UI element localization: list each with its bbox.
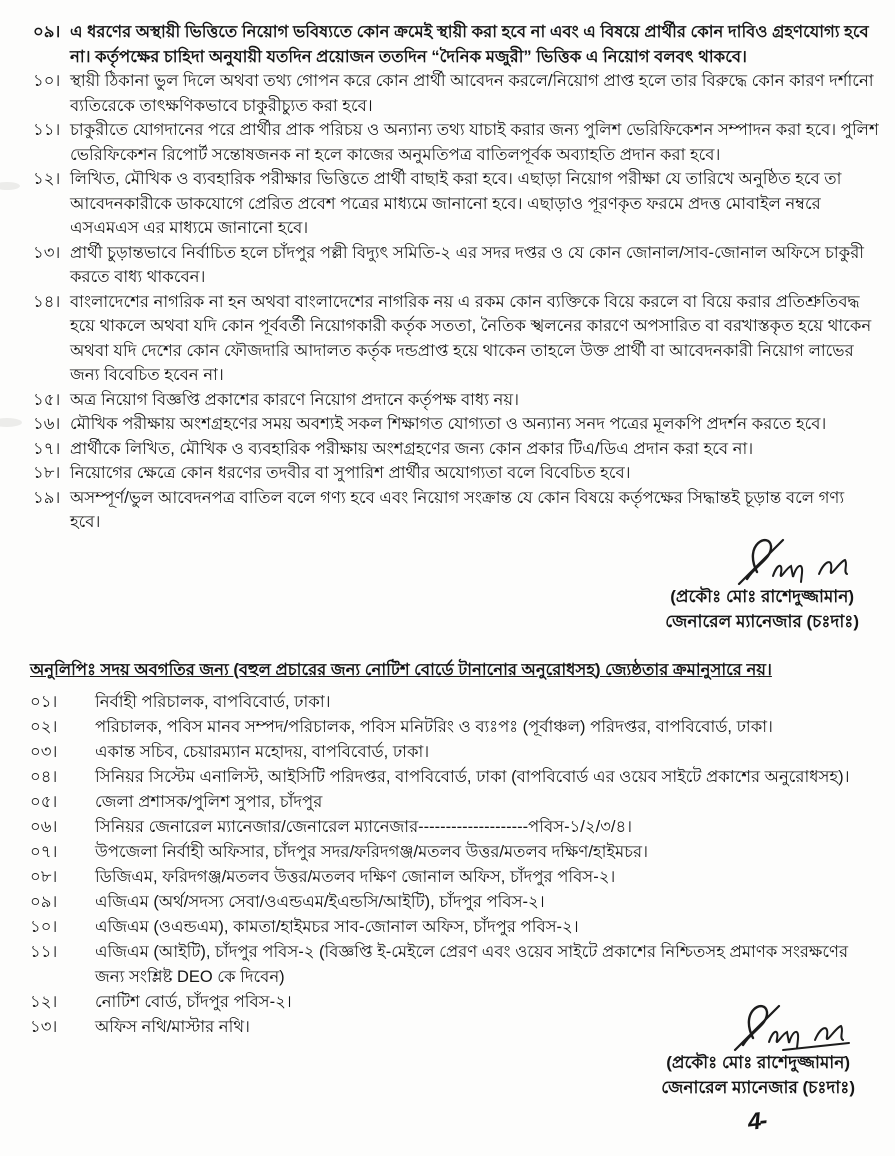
term-item-number: ১৬। [33,415,61,433]
term-item-number: ০৯। [33,23,61,41]
distribution-item-text: জেলা প্রশাসক/পুলিশ সুপার, চাঁদপুর [95,793,323,811]
distribution-item [30,740,881,765]
term-item [33,388,879,413]
distribution-item [30,915,881,940]
distribution-item [30,765,881,790]
term-item-text: স্থায়ী ঠিকানা ভুল দিলে অথবা তথ্য গোপন করে কোন প্রার্থী আবেদন করলে/নিয়োগ প্রাপ্ত হলে তার বিরুদ্ধে কোন কারণ দর্শানো ব্যতিরেকে তাৎক্ষণিকভাবে চাকুরীচ্যুত করা হবে। [70,72,874,115]
distribution-item [30,715,881,740]
distribution-item-text: নোটিশ বোর্ড, চাঁদপুর পবিস-২। [95,993,292,1011]
distribution-item-number: ০৭। [30,843,58,861]
term-item [33,20,879,69]
distribution-item [30,840,881,865]
term-item-text: চাকুরীতে যোগদানের পরে প্রার্থীর প্রাক পরিচয় ও অন্যান্য তথ্য যাচাই করার জন্য পুলিশ ভেরিফিকেশন সম্পাদন করা হবে। পুলিশ ভেরিফিকেশন রিপোর্ট সন্তোষজনক না হলে কাজের অনুমতিপত্র বাতিলপূর্বক অব্যাহতি প্রদান করা হবে। [70,121,879,164]
signature-scribble-icon [723,998,851,1056]
distribution-item-number: ০১। [30,693,58,711]
distribution-item-text: সিনিয়র সিস্টেম এনালিস্ট, আইসিটি পরিদপ্তর, বাপবিবোর্ড, ঢাকা (বাপবিবোর্ড এর ওয়েব সাইটে প্রকাশের অনুরোধসহ)। [95,768,850,786]
distribution-item-number: ১২। [30,993,58,1011]
scan-smudge [0,182,20,190]
distribution-item-number: ০৪। [30,768,58,786]
term-item-text: নিয়োগের ক্ষেত্রে কোন ধরণের তদবীর বা সুপারিশ প্রার্থীর অযোগ্যতা বলে বিবেচিত হবে। [70,464,631,482]
distribution-section [30,658,881,1040]
distribution-item [30,790,881,815]
term-item-text: প্রার্থীকে লিখিত, মৌখিক ও ব্যবহারিক পরীক্ষায় অংশগ্রহণের জন্য কোন প্রকার টিএ/ডিএ প্রদান করা হবে না। [70,439,754,458]
distribution-item-text: একান্ত সচিব, চেয়ারম্যান মহোদয়, বাপবিবোর্ড, ঢাকা। [95,743,430,761]
distribution-item-text: ডিজিএম, ফরিদগঞ্জ/মতলব উত্তর/মতলব দক্ষিণ জোনাল অফিস, চাঁদপুর পবিস-২। [95,868,616,886]
distribution-item-number: ০২। [30,718,58,736]
distribution-item [30,690,881,715]
distribution-item-text: এজিএম (আইটি), চাঁদপুর পবিস-২ (বিজ্ঞপ্তি ই-মেইলে প্রেরণ এবং ওয়েব সাইটে প্রকাশের নিশ্চিতসহ প্রমাণক সংরক্ষণের জন্য সংশ্লিষ্ট DEO কে দিবেন) [95,943,849,986]
term-item [33,118,879,167]
terms-list [33,20,879,535]
page-number: 4- [746,1107,767,1136]
distribution-list [30,690,881,1040]
term-item-number: ১৯। [33,488,61,507]
distribution-item-text: এজিএম (ওএন্ডএম), কামতা/হাইমচর সাব-জোনাল অফিস, চাঁদপুর পবিস-২। [95,918,579,936]
term-item-number: ১৫। [33,390,61,409]
term-item [33,486,879,535]
term-item [33,167,879,241]
term-item-number: ১১। [33,121,61,139]
term-item [33,437,879,462]
term-item [33,290,879,388]
distribution-item-number: ১৩। [30,1018,58,1036]
term-item-number: ১২। [33,170,61,188]
distribution-item-text: সিনিয়র জেনারেল ম্যানেজার/জেনারেল ম্যানেজার--------------------পবিস-১/২/৩/৪। [95,818,633,836]
distribution-item-number: ০৩। [30,743,58,761]
signatory-title: জেনারেল ম্যানেজার (চঃদাঃ) [661,1078,855,1097]
term-item-text: এ ধরণের অস্থায়ী ভিত্তিতে নিয়োগ ভবিষ্যতে কোন ক্রমেই স্থায়ী করা হবে না এবং এ বিষয়ে প্রার্থীর কোন দাবিও গ্রহণযোগ্য হবে না। কর্তৃপক্ষের চাহিদা অনুযায়ী যতদিন প্রয়োজন ততদিন “দৈনিক মজুরী” ভিত্তিক এ নিয়োগ বলবৎ থাকবে। [70,23,869,66]
term-item-number: ১৩। [33,243,61,262]
distribution-item-text: নির্বাহী পরিচালক, বাপবিবোর্ড, ঢাকা। [95,693,331,711]
term-item-number: ১০। [33,72,61,90]
term-item-text: লিখিত, মৌখিক ও ব্যবহারিক পরীক্ষার ভিত্তিতে প্রার্থী বাছাই করা হবে। এছাড়া নিয়োগ পরীক্ষা যে তারিখে অনুষ্ঠিত হবে তা আবেদনকারীকে ডাকযোগে প্রেরিত প্রবেশ পত্রের মাধ্যমে জানানো হবে। এছাড়াও পূরণকৃত ফরমে প্রদত্ত মোবাইল নম্বরে এসএমএস এর মাধ্যমে জানানো হবে। [70,170,842,237]
distribution-item [30,940,881,990]
distribution-item-text: পরিচালক, পবিস মানব সম্পদ/পরিচালক, পবিস মনিটরিং ও ব্যঃপঃ (পূর্বাঞ্চল) পরিদপ্তর, বাপবিবোর্ড, ঢাকা। [95,718,773,736]
distribution-item-number: ১০। [30,918,58,936]
distribution-item-text: এজিএম (অর্থ/সদস্য সেবা/ওএন্ডএম/ইএন্ডসি/আইটি), চাঁদপুর পবিস-২। [95,893,545,911]
term-item [33,241,879,290]
signature-scribble-icon [727,532,855,590]
distribution-heading: অনুলিপিঃ সদয় অবগতির জন্য (বহুল প্রচারের জন্য নোটিশ বোর্ডে টানানোর অনুরোধসহ) জ্যেষ্ঠতার ক্রমানুসারে নয়। [30,661,772,679]
distribution-item-number: ০৫। [30,793,58,811]
signature-block-2 [661,998,855,1100]
term-item-text: অসম্পূর্ণ/ভুল আবেদনপত্র বাতিল বলে গণ্য হবে এবং নিয়োগ সংক্রান্ত যে কোন বিষয়ে কর্তৃপক্ষের সিদ্ধান্তই চূড়ান্ত বলে গণ্য হবে। [70,488,845,531]
term-item-text: বাংলাদেশের নাগরিক না হন অথবা বাংলাদেশের নাগরিক নয় এ রকম কোন ব্যক্তিকে বিয়ে করলে বা বিয়ে করার প্রতিশ্রুতিবদ্ধ হয়ে থাকলে অথবা যদি কোন পূর্ববর্তী নিয়োগকারী কর্তৃক সততা, নৈতিক স্খলনের কারণে অপসারিত বা বরখাস্তকৃত হয়ে থাকেন অথবা যদি দেশের কোন ফৌজদারি আদালত কর্তৃক দন্ডপ্রাপ্ত হয়ে থাকেন তাহলে উক্ত প্রার্থী বা আবেদনকারী নিয়োগ লাভের জন্য বিবেচিত হবেন না। [70,292,872,384]
distribution-item [30,865,881,890]
term-item-number: ১৭। [33,439,61,458]
signature-block-1 [665,532,859,634]
term-item-text: মৌখিক পরীক্ষায় অংশগ্রহণের সময় অবশ্যই সকল শিক্ষাগত যোগ্যতা ও অন্যান্য সনদ পত্রের মূলকপি প্রদর্শন করতে হবে। [70,415,827,433]
distribution-item-text: উপজেলা নির্বাহী অফিসার, চাঁদপুর সদর/ফরিদগঞ্জ/মতলব উত্তর/মতলব দক্ষিণ/হাইমচর। [95,843,649,861]
distribution-item-number: ০৮। [30,868,58,886]
term-item-text: প্রার্থী চুড়ান্তভাবে নির্বাচিত হলে চাঁদপুর পল্লী বিদ্যুৎ সমিতি-২ এর সদর দপ্তর ও যে কোন জোনাল/সাব-জোনাল অফিসে চাকুরী করতে বাধ্য থাকবেন। [70,243,865,286]
distribution-item [30,815,881,840]
signatory-name: (প্রকৌঃ মোঃ রাশেদুজ্জামান) [666,1053,851,1072]
distribution-item-number: ০৯। [30,893,58,911]
distribution-item-number: ১১। [30,943,58,961]
signatory-name: (প্রকৌঃ মোঃ রাশেদুজ্জামান) [670,587,855,606]
distribution-item-text: অফিস নথি/মাস্টার নথি। [95,1018,250,1036]
signatory-title: জেনারেল ম্যানেজার (চঃদাঃ) [665,612,859,631]
term-item [33,412,879,437]
distribution-item-number: ০৬। [30,818,58,836]
term-item-number: ১৮। [33,464,61,482]
term-item-number: ১৪। [33,292,61,311]
distribution-item [30,890,881,915]
scan-smudge [0,418,22,427]
term-item-text: অত্র নিয়োগ বিজ্ঞপ্তি প্রকাশের কারণে নিয়োগ প্রদানে কর্তৃপক্ষ বাধ্য নয়। [70,390,520,409]
term-item [33,461,879,486]
term-item [33,69,879,118]
